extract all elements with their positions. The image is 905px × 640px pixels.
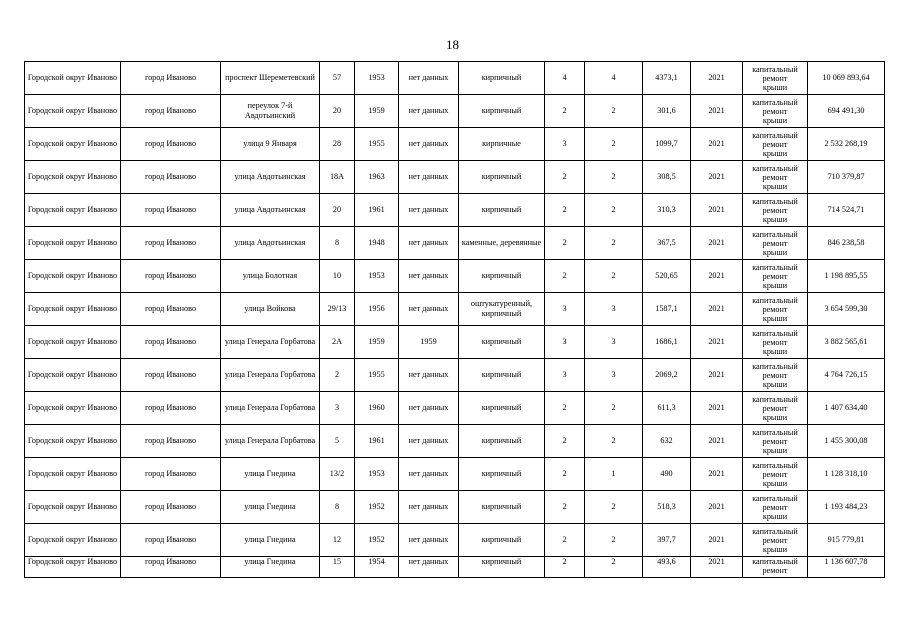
district-cell: Городской округ Иваново — [25, 425, 121, 458]
area-cell: 520,65 — [643, 260, 691, 293]
table-row — [25, 161, 885, 194]
floors-max-cell: 2 — [545, 260, 585, 293]
street-cell: проспект Шереметевский — [221, 62, 320, 95]
year-overhaul-cell: нет данных — [399, 458, 459, 491]
floors-min-cell: 2 — [585, 260, 643, 293]
house-number-cell: 18А — [320, 161, 355, 194]
work-type-line-3: крыши — [762, 247, 788, 257]
street-cell: улица Генерала Горбатова — [221, 425, 320, 458]
wall-material-cell: кирпичный — [459, 392, 545, 425]
work-type-line-1: капитальный — [752, 262, 798, 272]
cost-cell: 1 407 634,40 — [808, 392, 885, 425]
locality-cell: город Иваново — [121, 392, 221, 425]
area-cell: 518,3 — [643, 491, 691, 524]
wall-material-cell: кирпичный — [459, 524, 545, 557]
house-number-cell: 57 — [320, 62, 355, 95]
table-row — [25, 359, 885, 392]
area-cell: 490 — [643, 458, 691, 491]
district-cell: Городской округ Иваново — [25, 161, 121, 194]
cost-cell: 3 654 599,30 — [808, 293, 885, 326]
house-number-cell: 28 — [320, 128, 355, 161]
street-cell: переулок 7-й Авдотьинский — [221, 95, 320, 128]
floors-min-cell: 2 — [585, 524, 643, 557]
cost-cell: 1 128 318,10 — [808, 458, 885, 491]
locality-cell: город Иваново — [121, 62, 221, 95]
wall-material-cell: кирпичный — [459, 260, 545, 293]
year-built-cell: 1948 — [355, 227, 399, 260]
work-type-line-1: капитальный — [752, 295, 798, 305]
street-cell: улица Авдотьинская — [221, 227, 320, 260]
house-number-cell: 5 — [320, 425, 355, 458]
floors-max-cell: 2 — [545, 458, 585, 491]
floors-max-cell: 2 — [545, 161, 585, 194]
area-cell: 1587,1 — [643, 293, 691, 326]
work-type-cell — [743, 425, 808, 458]
work-type-line-2: ремонт — [762, 403, 788, 413]
year-overhaul-cell: нет данных — [399, 260, 459, 293]
work-type-line-3: крыши — [762, 478, 788, 488]
house-number-cell: 8 — [320, 491, 355, 524]
year-overhaul-cell: нет данных — [399, 128, 459, 161]
table-row — [25, 260, 885, 293]
street-cell: улица 9 Января — [221, 128, 320, 161]
district-cell: Городской округ Иваново — [25, 62, 121, 95]
cost-cell: 1 198 895,55 — [808, 260, 885, 293]
work-type-line-1: капитальный — [752, 196, 798, 206]
housing-register-table — [24, 61, 885, 578]
floors-min-cell: 2 — [585, 491, 643, 524]
work-type-line-3: крыши — [762, 280, 788, 290]
work-type-line-1: капитальный — [752, 526, 798, 536]
year-overhaul-cell: нет данных — [399, 161, 459, 194]
year-built-cell: 1955 — [355, 128, 399, 161]
locality-cell: город Иваново — [121, 161, 221, 194]
work-type-cell — [743, 194, 808, 227]
year-built-cell: 1953 — [355, 260, 399, 293]
floors-max-cell: 2 — [545, 557, 585, 578]
floors-min-cell: 4 — [585, 62, 643, 95]
plan-year-cell: 2021 — [691, 194, 743, 227]
year-built-cell: 1953 — [355, 62, 399, 95]
work-type-line-2: ремонт — [762, 370, 788, 380]
wall-material-cell: каменные, деревянные — [459, 227, 545, 260]
work-type-line-2: ремонт — [762, 205, 788, 215]
floors-min-cell: 2 — [585, 392, 643, 425]
cost-cell: 694 491,30 — [808, 95, 885, 128]
floors-min-cell: 2 — [585, 95, 643, 128]
work-type-line-2: ремонт — [762, 535, 788, 545]
work-type-line-1: капитальный — [752, 427, 798, 437]
district-cell: Городской округ Иваново — [25, 293, 121, 326]
wall-material-cell: кирпичный — [459, 359, 545, 392]
plan-year-cell: 2021 — [691, 293, 743, 326]
table-row — [25, 557, 885, 578]
cost-cell: 846 238,58 — [808, 227, 885, 260]
work-type-cell — [743, 491, 808, 524]
cost-cell: 1 455 300,08 — [808, 425, 885, 458]
year-built-cell: 1959 — [355, 326, 399, 359]
year-overhaul-cell: нет данных — [399, 524, 459, 557]
floors-min-cell: 3 — [585, 326, 643, 359]
district-cell: Городской округ Иваново — [25, 95, 121, 128]
district-cell: Городской округ Иваново — [25, 227, 121, 260]
plan-year-cell: 2021 — [691, 128, 743, 161]
district-cell: Городской округ Иваново — [25, 458, 121, 491]
plan-year-cell: 2021 — [691, 95, 743, 128]
table-row — [25, 458, 885, 491]
district-cell: Городской округ Иваново — [25, 491, 121, 524]
area-cell: 493,6 — [643, 557, 691, 578]
house-number-cell: 8 — [320, 227, 355, 260]
work-type-line-1: капитальный — [752, 64, 798, 74]
work-type-cell — [743, 227, 808, 260]
work-type-line-3: крыши — [762, 313, 788, 323]
work-type-cell — [743, 260, 808, 293]
plan-year-cell: 2021 — [691, 458, 743, 491]
table-row — [25, 62, 885, 95]
work-type-line-3: крыши — [762, 379, 788, 389]
district-cell: Городской округ Иваново — [25, 194, 121, 227]
district-cell: Городской округ Иваново — [25, 359, 121, 392]
table-row — [25, 128, 885, 161]
plan-year-cell: 2021 — [691, 557, 743, 578]
wall-material-cell: кирпичный — [459, 557, 545, 578]
work-type-line-1: капитальный — [752, 163, 798, 173]
work-type-line-3: крыши — [762, 511, 788, 521]
district-cell: Городской округ Иваново — [25, 128, 121, 161]
work-type-line-1: капитальный — [752, 229, 798, 239]
house-number-cell: 2 — [320, 359, 355, 392]
plan-year-cell: 2021 — [691, 392, 743, 425]
house-number-cell: 10 — [320, 260, 355, 293]
year-overhaul-cell: нет данных — [399, 227, 459, 260]
street-cell: улица Генерала Горбатова — [221, 392, 320, 425]
work-type-line-3: крыши — [762, 148, 788, 158]
area-cell: 308,5 — [643, 161, 691, 194]
year-built-cell: 1955 — [355, 359, 399, 392]
street-cell: улица Генерала Горбатова — [221, 326, 320, 359]
plan-year-cell: 2021 — [691, 491, 743, 524]
work-type-line-1: капитальный — [752, 493, 798, 503]
table-row — [25, 227, 885, 260]
plan-year-cell: 2021 — [691, 326, 743, 359]
wall-material-cell: кирпичный — [459, 161, 545, 194]
plan-year-cell: 2021 — [691, 62, 743, 95]
locality-cell: город Иваново — [121, 128, 221, 161]
street-cell: улица Авдотьинская — [221, 161, 320, 194]
wall-material-cell: кирпичные — [459, 128, 545, 161]
floors-max-cell: 2 — [545, 95, 585, 128]
locality-cell: город Иваново — [121, 359, 221, 392]
work-type-line-3: крыши — [762, 544, 788, 554]
work-type-line-3: крыши — [762, 346, 788, 356]
street-cell: улица Гнедина — [221, 557, 320, 578]
work-type-line-3: крыши — [762, 214, 788, 224]
work-type-line-1: капитальный — [752, 130, 798, 140]
floors-min-cell: 1 — [585, 458, 643, 491]
plan-year-cell: 2021 — [691, 359, 743, 392]
locality-cell: город Иваново — [121, 524, 221, 557]
street-cell: улица Болотная — [221, 260, 320, 293]
floors-min-cell: 2 — [585, 128, 643, 161]
year-built-cell: 1959 — [355, 95, 399, 128]
work-type-line-1: капитальный — [752, 328, 798, 338]
work-type-line-3: крыши — [762, 181, 788, 191]
cost-cell: 3 882 565,61 — [808, 326, 885, 359]
wall-material-cell: кирпичный — [459, 458, 545, 491]
year-overhaul-cell: нет данных — [399, 95, 459, 128]
floors-max-cell: 2 — [545, 392, 585, 425]
work-type-cell — [743, 392, 808, 425]
area-cell: 2069,2 — [643, 359, 691, 392]
plan-year-cell: 2021 — [691, 227, 743, 260]
house-number-cell: 2А — [320, 326, 355, 359]
year-built-cell: 1952 — [355, 491, 399, 524]
work-type-cell — [743, 524, 808, 557]
year-built-cell: 1963 — [355, 161, 399, 194]
work-type-line-2: ремонт — [762, 172, 788, 182]
wall-material-cell: оштукатуренный, кирпичный — [459, 293, 545, 326]
table-row — [25, 293, 885, 326]
work-type-line-1: капитальный — [752, 460, 798, 470]
locality-cell: город Иваново — [121, 326, 221, 359]
house-number-cell: 12 — [320, 524, 355, 557]
cost-cell: 710 379,87 — [808, 161, 885, 194]
locality-cell: город Иваново — [121, 491, 221, 524]
area-cell: 1686,1 — [643, 326, 691, 359]
year-built-cell: 1954 — [355, 557, 399, 578]
work-type-cell — [743, 326, 808, 359]
district-cell: Городской округ Иваново — [25, 557, 121, 578]
wall-material-cell: кирпичный — [459, 425, 545, 458]
table-row — [25, 425, 885, 458]
floors-max-cell: 3 — [545, 293, 585, 326]
street-cell: улица Гнедина — [221, 524, 320, 557]
work-type-cell — [743, 161, 808, 194]
locality-cell: город Иваново — [121, 260, 221, 293]
floors-max-cell: 3 — [545, 359, 585, 392]
street-cell: улица Авдотьинская — [221, 194, 320, 227]
year-built-cell: 1952 — [355, 524, 399, 557]
year-overhaul-cell: нет данных — [399, 293, 459, 326]
cost-cell: 1 193 484,23 — [808, 491, 885, 524]
cost-cell: 2 532 268,19 — [808, 128, 885, 161]
floors-min-cell: 3 — [585, 359, 643, 392]
house-number-cell: 3 — [320, 392, 355, 425]
floors-max-cell: 2 — [545, 491, 585, 524]
work-type-line-3: крыши — [762, 82, 788, 92]
year-overhaul-cell: нет данных — [399, 491, 459, 524]
wall-material-cell: кирпичный — [459, 62, 545, 95]
street-cell: улица Гнедина — [221, 458, 320, 491]
year-overhaul-cell: нет данных — [399, 557, 459, 578]
table-row — [25, 194, 885, 227]
work-type-cell — [743, 557, 808, 578]
floors-max-cell: 3 — [545, 326, 585, 359]
plan-year-cell: 2021 — [691, 524, 743, 557]
area-cell: 1099,7 — [643, 128, 691, 161]
work-type-cell — [743, 458, 808, 491]
area-cell: 397,7 — [643, 524, 691, 557]
work-type-cell — [743, 62, 808, 95]
locality-cell: город Иваново — [121, 95, 221, 128]
year-built-cell: 1953 — [355, 458, 399, 491]
year-built-cell: 1956 — [355, 293, 399, 326]
street-cell: улица Гнедина — [221, 491, 320, 524]
work-type-cell — [743, 359, 808, 392]
district-cell: Городской округ Иваново — [25, 260, 121, 293]
work-type-line-2: ремонт — [762, 469, 788, 479]
plan-year-cell: 2021 — [691, 260, 743, 293]
house-number-cell: 15 — [320, 557, 355, 578]
floors-max-cell: 2 — [545, 524, 585, 557]
work-type-line-2: ремонт — [762, 304, 788, 314]
floors-min-cell: 2 — [585, 227, 643, 260]
year-overhaul-cell: нет данных — [399, 359, 459, 392]
floors-min-cell: 3 — [585, 293, 643, 326]
year-overhaul-cell: нет данных — [399, 62, 459, 95]
area-cell: 611,3 — [643, 392, 691, 425]
locality-cell: город Иваново — [121, 557, 221, 578]
floors-min-cell: 2 — [585, 557, 643, 578]
year-overhaul-cell: 1959 — [399, 326, 459, 359]
work-type-line-2: ремонт — [762, 139, 788, 149]
floors-min-cell: 2 — [585, 425, 643, 458]
work-type-line-2: ремонт — [762, 271, 788, 281]
house-number-cell: 20 — [320, 194, 355, 227]
work-type-line-1: капитальный — [752, 361, 798, 371]
table-row — [25, 95, 885, 128]
table-row — [25, 524, 885, 557]
work-type-line-2: ремонт — [762, 337, 788, 347]
locality-cell: город Иваново — [121, 293, 221, 326]
year-overhaul-cell: нет данных — [399, 425, 459, 458]
work-type-line-2: ремонт — [762, 566, 788, 575]
year-overhaul-cell: нет данных — [399, 392, 459, 425]
work-type-line-1: капитальный — [752, 557, 798, 566]
wall-material-cell: кирпичный — [459, 95, 545, 128]
floors-min-cell: 2 — [585, 161, 643, 194]
page-number: 18 — [446, 37, 459, 52]
area-cell: 301,6 — [643, 95, 691, 128]
floors-max-cell: 2 — [545, 227, 585, 260]
work-type-line-2: ремонт — [762, 502, 788, 512]
year-overhaul-cell: нет данных — [399, 194, 459, 227]
wall-material-cell: кирпичный — [459, 491, 545, 524]
house-number-cell: 20 — [320, 95, 355, 128]
locality-cell: город Иваново — [121, 458, 221, 491]
year-built-cell: 1961 — [355, 194, 399, 227]
wall-material-cell: кирпичный — [459, 194, 545, 227]
floors-max-cell: 3 — [545, 128, 585, 161]
table-row — [25, 326, 885, 359]
work-type-line-2: ремонт — [762, 436, 788, 446]
work-type-line-2: ремонт — [762, 73, 788, 83]
cost-cell: 4 764 726,15 — [808, 359, 885, 392]
work-type-line-2: ремонт — [762, 238, 788, 248]
work-type-cell — [743, 128, 808, 161]
area-cell: 310,3 — [643, 194, 691, 227]
locality-cell: город Иваново — [121, 194, 221, 227]
area-cell: 367,5 — [643, 227, 691, 260]
house-number-cell: 29/13 — [320, 293, 355, 326]
work-type-line-3: крыши — [762, 115, 788, 125]
work-type-line-2: ремонт — [762, 106, 788, 116]
street-cell: улица Генерала Горбатова — [221, 359, 320, 392]
register-body — [25, 62, 885, 578]
cost-cell: 10 069 893,64 — [808, 62, 885, 95]
work-type-line-3: крыши — [762, 445, 788, 455]
floors-min-cell: 2 — [585, 194, 643, 227]
locality-cell: город Иваново — [121, 425, 221, 458]
cost-cell: 1 136 607,78 — [808, 557, 885, 578]
area-cell: 632 — [643, 425, 691, 458]
work-type-line-1: капитальный — [752, 394, 798, 404]
plan-year-cell: 2021 — [691, 161, 743, 194]
work-type-cell — [743, 95, 808, 128]
table-row — [25, 392, 885, 425]
plan-year-cell: 2021 — [691, 425, 743, 458]
area-cell: 4373,1 — [643, 62, 691, 95]
cost-cell: 915 779,81 — [808, 524, 885, 557]
district-cell: Городской округ Иваново — [25, 326, 121, 359]
year-built-cell: 1960 — [355, 392, 399, 425]
table-row — [25, 491, 885, 524]
work-type-cell — [743, 293, 808, 326]
locality-cell: город Иваново — [121, 227, 221, 260]
wall-material-cell: кирпичный — [459, 326, 545, 359]
cost-cell: 714 524,71 — [808, 194, 885, 227]
district-cell: Городской округ Иваново — [25, 524, 121, 557]
district-cell: Городской округ Иваново — [25, 392, 121, 425]
floors-max-cell: 2 — [545, 425, 585, 458]
floors-max-cell: 4 — [545, 62, 585, 95]
floors-max-cell: 2 — [545, 194, 585, 227]
street-cell: улица Войкова — [221, 293, 320, 326]
work-type-line-1: капитальный — [752, 97, 798, 107]
work-type-line-3: крыши — [762, 412, 788, 422]
house-number-cell: 13/2 — [320, 458, 355, 491]
year-built-cell: 1961 — [355, 425, 399, 458]
